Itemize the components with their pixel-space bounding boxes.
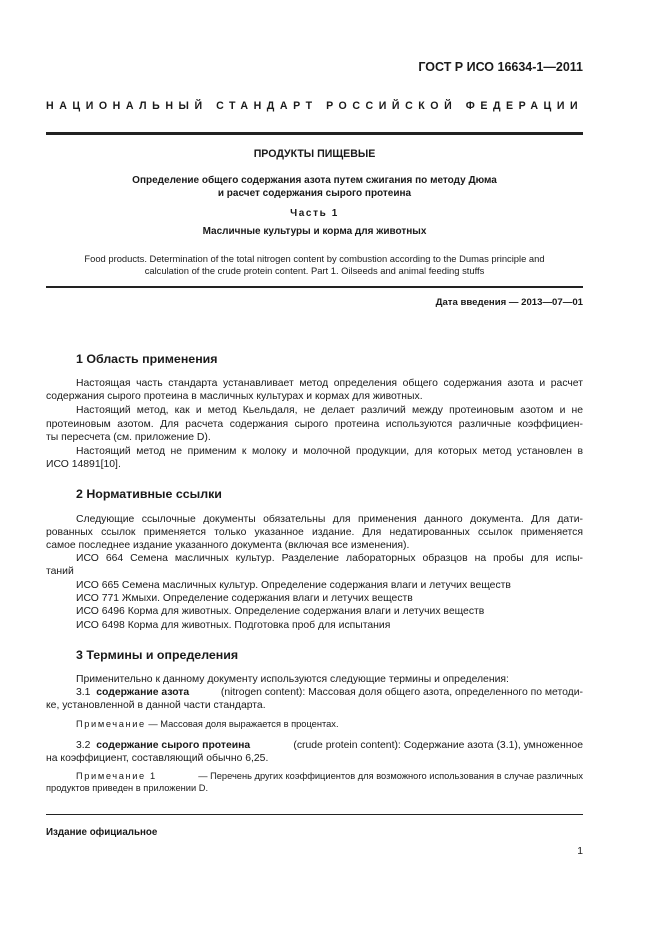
subtitle-line-1: Определение общего содержания азота путем сжигания по методу Дюма <box>132 175 497 186</box>
subtitle-line-2: и расчет содержания сырого протеина <box>217 188 412 199</box>
section-1-line: Настоящая часть стандарта устанавливает метод определения общего содержания азота и расчет <box>76 378 583 389</box>
term-3-2-number: 3.2 <box>76 740 91 751</box>
section-2-line: самое последнее издание указанного документа (включая все изменения). <box>46 540 410 551</box>
standard-number: ГОСТ Р ИСО 16634-1—2011 <box>418 60 583 74</box>
section-3-intro: Применительно к данному документу используются следующие термины и определения: <box>76 674 509 685</box>
section-2-line: ИСО 771 Жмыхи. Определение содержания влаги и летучих веществ <box>76 593 413 604</box>
page-number: 1 <box>577 846 583 857</box>
footer-rule <box>46 814 583 815</box>
title-rule <box>46 286 583 288</box>
section-1-line: Настоящий метод, как и метод Кьельдаля, не делает различий между протеиновым азотом и не <box>76 405 583 416</box>
note-label: Примечание 1 <box>76 771 157 781</box>
section-1-heading: 1 Область применения <box>76 352 218 366</box>
term-3-2-definition: (crude protein content): Содержание азота (3.1), умноженное <box>293 740 583 751</box>
term-3-2-definition-cont: на коэффициент, составляющий обычно 6,25. <box>46 753 269 764</box>
section-2-line: рованных ссылок применяется только указанное издание. Для недатированных ссылок применяется <box>46 527 583 538</box>
part-title: Масличные культуры и корма для животных <box>202 226 427 237</box>
introduction-date: Дата введения — 2013—07—01 <box>435 297 583 308</box>
term-3-2 <box>76 739 583 752</box>
english-title-line-2: calculation of the crude protein content. Part 1. Oilseeds and animal feeding stuffs <box>144 265 485 276</box>
section-1-line: Настоящий метод не применим к молоку и молочной продукции, для которых метод установлен в <box>76 446 583 457</box>
term-3-1-definition-cont: ке, установленной в данной части стандарта. <box>46 700 266 711</box>
section-3-heading: 3 Термины и определения <box>76 648 239 662</box>
section-1-line: содержания сырого протеина в масличных культурах и кормах для животных. <box>46 391 423 402</box>
document-title: ПРОДУКТЫ ПИЩЕВЫЕ <box>253 148 376 160</box>
section-2-line: Следующие ссылочные документы обязательны для применения данного документа. Для дати- <box>76 514 583 525</box>
term-3-1-number: 3.1 <box>76 687 91 698</box>
section-2-heading: 2 Нормативные ссылки <box>76 487 222 501</box>
section-2-line: ИСО 6496 Корма для животных. Определение содержания влаги и летучих веществ <box>76 606 485 617</box>
note-3-1 <box>76 718 339 731</box>
term-3-1-definition: (nitrogen content): Массовая доля общего азота, определенного по методи- <box>220 687 583 698</box>
term-3-1-name: содержание азота <box>96 687 190 698</box>
section-2-line: ИСО 6498 Корма для животных. Подготовка проб для испытания <box>76 620 391 631</box>
english-title-line-1: Food products. Determination of the total nitrogen content by combustion according to the Dumas principle and <box>84 253 545 264</box>
section-2-line: ИСО 664 Семена масличных культур. Разделение лабораторных образцов на пробы для испы- <box>76 553 583 564</box>
section-1-line: ты пересчета (см. приложение D). <box>46 432 211 443</box>
section-2-line: таний <box>46 566 74 577</box>
note-text: — Массовая доля выражается в процентах. <box>148 719 339 729</box>
note-3-2-cont: продуктов приведен в приложении D. <box>46 783 209 793</box>
part-number: Часть 1 <box>290 208 339 219</box>
term-3-1 <box>76 686 583 699</box>
section-1-line: протеиновым азотом. Для расчета содержания сырого протеина используются различные коэффициен- <box>46 419 583 430</box>
section-2-line: ИСО 665 Семена масличных культур. Определение содержания влаги и летучих веществ <box>76 580 511 591</box>
official-edition-label: Издание официальное <box>46 827 158 838</box>
national-standard-heading: НАЦИОНАЛЬНЫЙ СТАНДАРТ РОССИЙСКОЙ ФЕДЕРАЦИИ <box>46 100 584 112</box>
section-1-line: ИСО 14891[10]. <box>46 459 121 470</box>
note-label: Примечание <box>76 719 146 729</box>
term-3-2-name: содержание сырого протеина <box>96 740 251 751</box>
note-text: — Перечень других коэффициентов для возможного использования в случае различных <box>198 771 583 781</box>
header-rule <box>46 132 583 135</box>
